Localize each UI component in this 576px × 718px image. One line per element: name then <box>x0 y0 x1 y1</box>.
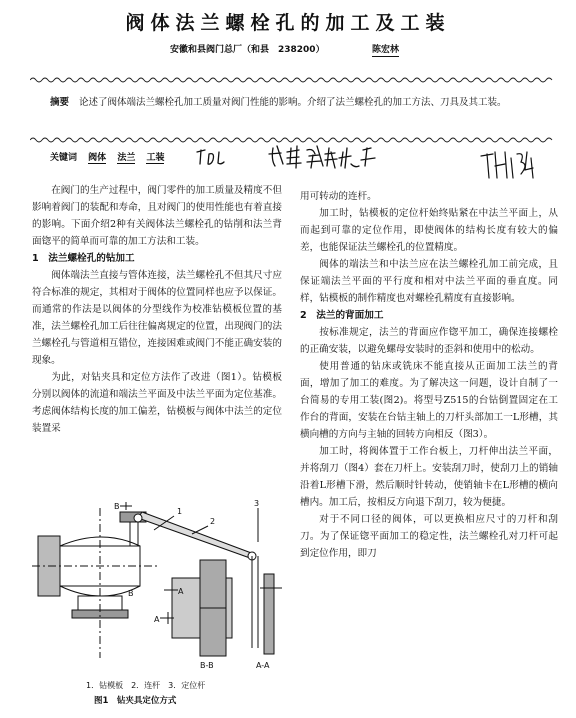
fig-label-3: 3 <box>254 499 260 508</box>
author-name: 陈宏林 <box>372 42 399 57</box>
abstract <box>50 94 558 111</box>
body-paragraph: 阀体端法兰直接与管体连接，法兰螺栓孔不但其尺寸应符合标准的规定，其相对于阀体的位置同样也应予以保证。而通常的作法是以阀体的分型线作为校准钻模板位置的基准，法兰螺栓孔加工后往往偏离规定的位置，出现阀门的法兰螺栓孔与管道相互错位，连接困难或阀门不能正确安装的现象。 <box>32 270 282 366</box>
figure-1-caption: 图1 钻夹具定位方式 <box>94 696 177 706</box>
body-paragraph: 对于不同口径的阀体，可以更换相应尺寸的刀杆和刮刀。为了保证锪平面加工的稳定性，法兰螺栓孔对刀杆可起到定位作用，即刀 <box>300 514 558 559</box>
body-paragraph: 加工时，将阀体置于工作台板上，刀杆伸出法兰平面，并将刮刀（图4）套在刀杆上。安装刮刀时，使刮刀上的销轴沿着L形槽下滑，然后顺时针转动，使销轴卡在L形槽的横向槽内。加工后，按相反方向退下刮刀，较为便捷。 <box>300 446 558 508</box>
fig-label-A-right: A <box>178 587 184 596</box>
figure-1-legend: 1．钻模板 2．连杆 3．定位杆 <box>86 681 206 690</box>
fig-label-B-lower: B <box>128 589 134 598</box>
body-paragraph: 用可转动的连杆。 <box>300 191 377 202</box>
left-column <box>32 182 282 437</box>
keyword-item: 阀体 <box>88 153 107 163</box>
body-paragraph: 使用普通的钻床或铣床不能直接从正面加工法兰的背面，增加了加工的难度。为了解决这一问题，设计自制了一台简易的专用工装(图2)。将型号Z515的台钻倒置固定在工作台的背面，安装在台钻主轴上的刀杆头部加工一L形槽，其横向槽的方向与主轴的回转方向相反（图3）。 <box>300 361 558 440</box>
body-paragraph: 阀体的端法兰和中法兰应在法兰螺栓孔加工前完成，且保证端法兰平面的平行度和相对中法兰平面的垂直度。同样，钻模板的制作精度也对螺栓孔精度有直接影响。 <box>300 259 558 304</box>
fig-label-B-top: B <box>114 502 120 511</box>
keywords <box>50 150 164 163</box>
body-paragraph: 按标准规定，法兰的背面应作锪平加工，确保连接螺栓的正确安装，以避免螺母安装时的歪斜和使用中的松动。 <box>300 327 558 355</box>
abstract-text: 论述了阀体端法兰螺栓孔加工质量对阀门性能的影响。介绍了法兰螺栓孔的加工方法、刀具及其工装。 <box>79 97 507 108</box>
article-title: 阀体法兰螺栓孔的加工及工装 <box>125 12 451 34</box>
abstract-label: 摘要 <box>50 97 70 108</box>
author-affiliation: 安徽和县阀门总厂（和县 238200） <box>170 45 325 55</box>
fig-label-2: 2 <box>210 517 216 526</box>
body-paragraph: 在阀门的生产过程中，阀门零件的加工质量及精度不但影响着阀门的装配和寿命，且对阀门的使用性能也有着直接的影响。下面介绍2种有关阀体法兰螺栓孔的钻削和法兰背面锪平的简单而可靠的加工方法和工装。 <box>32 185 282 247</box>
wavy-rule-top <box>30 76 554 84</box>
section-heading: 2 法兰的背面加工 <box>300 310 384 321</box>
fig-label-section-AA: A-A <box>256 661 270 670</box>
section-heading: 1 法兰螺栓孔的钻加工 <box>32 253 135 264</box>
figure-1-drawing <box>32 498 282 676</box>
fig-label-section-BB: B-B <box>200 661 214 670</box>
keyword-item: 工装 <box>146 153 165 163</box>
fig-label-A-left: A <box>154 615 160 624</box>
body-paragraph: 为此，对钻夹具和定位方法作了改进（图1）。钻模板分别以阀体的流道和端法兰平面及中法兰平面为定位基准。考虑阀体结构长度的加工偏差，钻模板与阀体中法兰的定位装置采 <box>32 372 282 434</box>
right-column <box>300 188 558 562</box>
keywords-label: 关键词 <box>50 153 78 163</box>
keyword-item: 法兰 <box>117 153 136 163</box>
fig-label-1: 1 <box>177 507 183 516</box>
body-paragraph: 加工时，钻模板的定位杆始终贴紧在中法兰平面上，从而起到可靠的定位作用，即使阀体的结构长度有较大的偏差，也能保证法兰螺栓孔的位置精度。 <box>300 208 558 253</box>
